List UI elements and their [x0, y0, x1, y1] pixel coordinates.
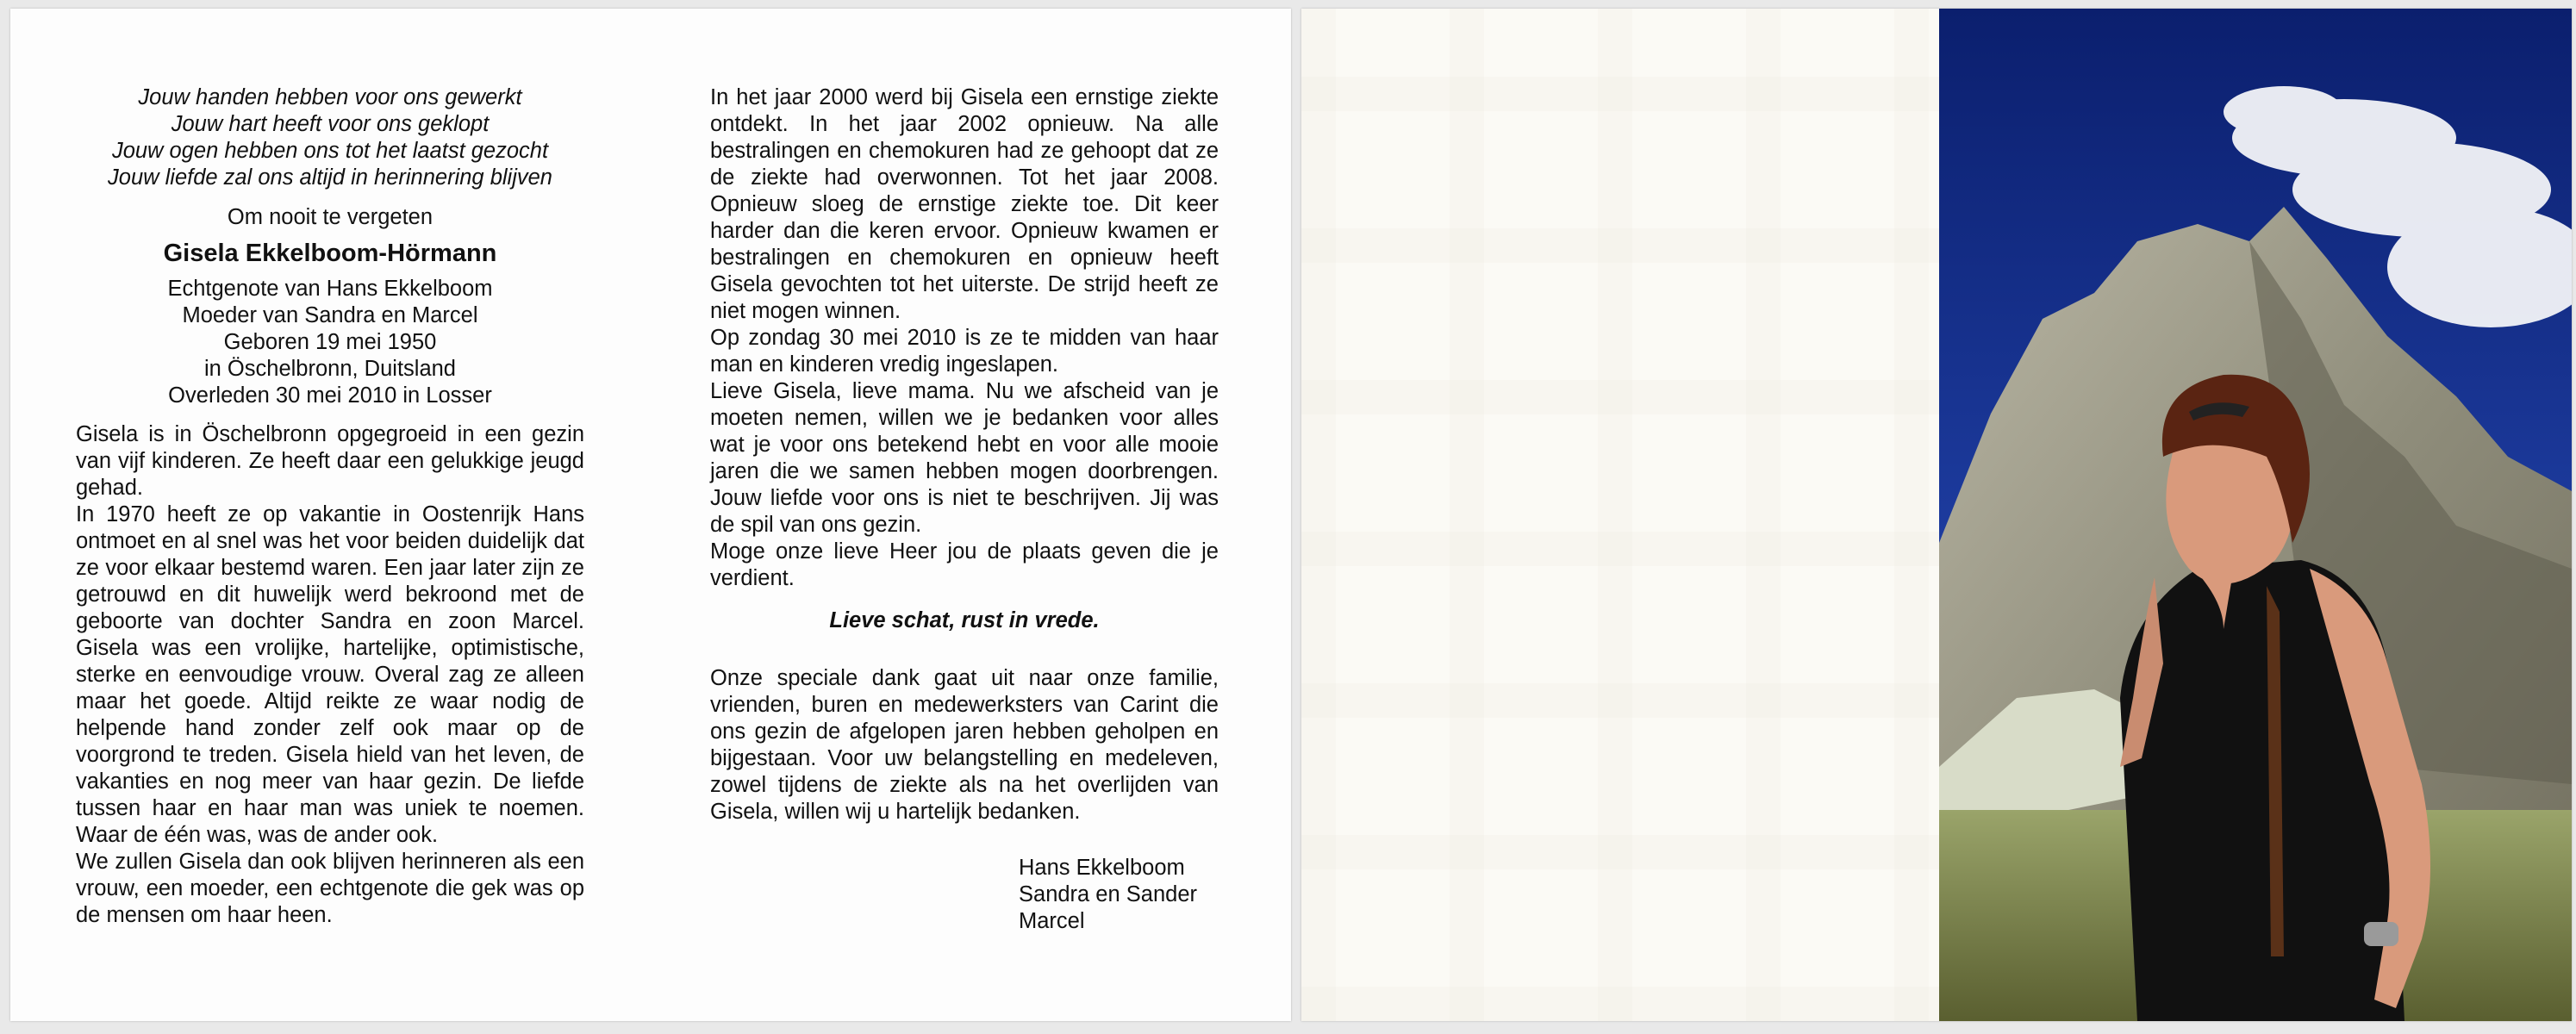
detail-line: Overleden 30 mei 2010 in Losser	[168, 383, 492, 408]
bio-paragraph: Gisela is in Öschelbronn opgegroeid in een gezin van vijf kinderen. Ze heeft daar een gelukkige jeugd gehad.	[76, 422, 584, 500]
poem-line: Jouw handen hebben voor ons gewerkt	[138, 85, 522, 109]
detail-line: Moeder van Sandra en Marcel	[182, 303, 478, 327]
signature-line: Marcel	[1019, 909, 1085, 933]
bio-paragraph: We zullen Gisela dan ook blijven herinneren als een vrouw, een moeder, een echtgenote die gek was op de mensen om haar heen.	[76, 850, 584, 927]
signature-line: Hans Ekkelboom	[1019, 856, 1185, 880]
bio-paragraph: In 1970 heeft ze op vakantie in Oostenrijk Hans ontmoet en al snel was het voor beiden duidelijk dat ze voor elkaar bestemd waren. Een jaar later zijn ze getrouwd en dit huwelijk werd bekroond met de geboorte van dochter Sandra en zoon Marcel. Gisela was een vrolijke, hartelijke, optimistische, sterke en eenvoudige vrouw. Overal zag ze alleen maar het goede. Altijd reikte ze waar nodig de helpende hand zonder zelf ook maar op de voorgrond te treden. Gisela hield van het leven, de vakanties en nog meer van haar gezin. De liefde tussen haar en haar man was uniek te noemen. Waar de één was, was de ander ook.	[76, 502, 584, 847]
text-paragraph: Lieve Gisela, lieve mama. Nu we afscheid van je moeten nemen, willen we je bedanken voor alles wat je voor ons betekend hebt en voor alle mooie jaren die we samen hebben mogen doorbrengen. Jouw liefde voor ons is niet te beschrijven. Jij was de spil van ons gezin.	[710, 379, 1219, 537]
text-paragraph: Op zondag 30 mei 2010 is ze te midden van haar man en kinderen vredig ingeslapen.	[710, 326, 1219, 377]
background-pattern	[1301, 9, 1939, 1021]
left-column	[76, 84, 584, 929]
remember-line: Om nooit te vergeten	[227, 205, 433, 229]
portrait-photo	[1939, 9, 2572, 1021]
illness-text	[710, 84, 1219, 592]
thanks-text	[710, 665, 1219, 825]
biography	[76, 421, 584, 929]
signature-block	[1019, 855, 1219, 935]
card-outside	[1301, 9, 2572, 1021]
right-column	[710, 84, 1219, 935]
poem-line: Jouw hart heeft voor ons geklopt	[171, 112, 490, 136]
personal-details	[76, 276, 584, 409]
signature-line: Sandra en Sander	[1019, 882, 1197, 906]
poem-line: Jouw ogen hebben ons tot het laatst gezocht	[111, 139, 549, 163]
deceased-name: Gisela Ekkelboom-Hörmann	[163, 240, 497, 267]
detail-line: Echtgenote van Hans Ekkelboom	[167, 277, 493, 301]
poem-line: Jouw liefde zal ons altijd in herinnering blijven	[108, 165, 552, 190]
text-paragraph: In het jaar 2000 werd bij Gisela een ernstige ziekte ontdekt. In het jaar 2002 opnieuw. Na alle bestralingen en chemokuren had ze gehoopt dat ze de ziekte had overwonnen. Tot het jaar 2008. Opnieuw sloeg de ernstige ziekte toe. Dit keer harder dan die keren ervoor. Opnieuw kwamen er bestralingen en chemokuren en opnieuw heeft Gisela gevochten tot het uiterste. De strijd heeft ze niet mogen winnen.	[710, 85, 1219, 323]
text-paragraph: Moge onze lieve Heer jou de plaats geven die je verdient.	[710, 539, 1219, 590]
detail-line: Geboren 19 mei 1950	[223, 330, 437, 354]
farewell-line: Lieve schat, rust in vrede.	[829, 608, 1100, 632]
card-inside	[10, 9, 1291, 1021]
detail-line: in Öschelbronn, Duitsland	[204, 357, 456, 381]
poem	[76, 84, 584, 191]
thanks-paragraph: Onze speciale dank gaat uit naar onze familie, vrienden, buren en medewerksters van Carint die ons gezin de afgelopen jaren hebben geholpen en bijgestaan. Voor uw belangstelling en medeleven, zowel tijdens de ziekte als na het overlijden van Gisela, willen wij u hartelijk bedanken.	[710, 666, 1219, 824]
